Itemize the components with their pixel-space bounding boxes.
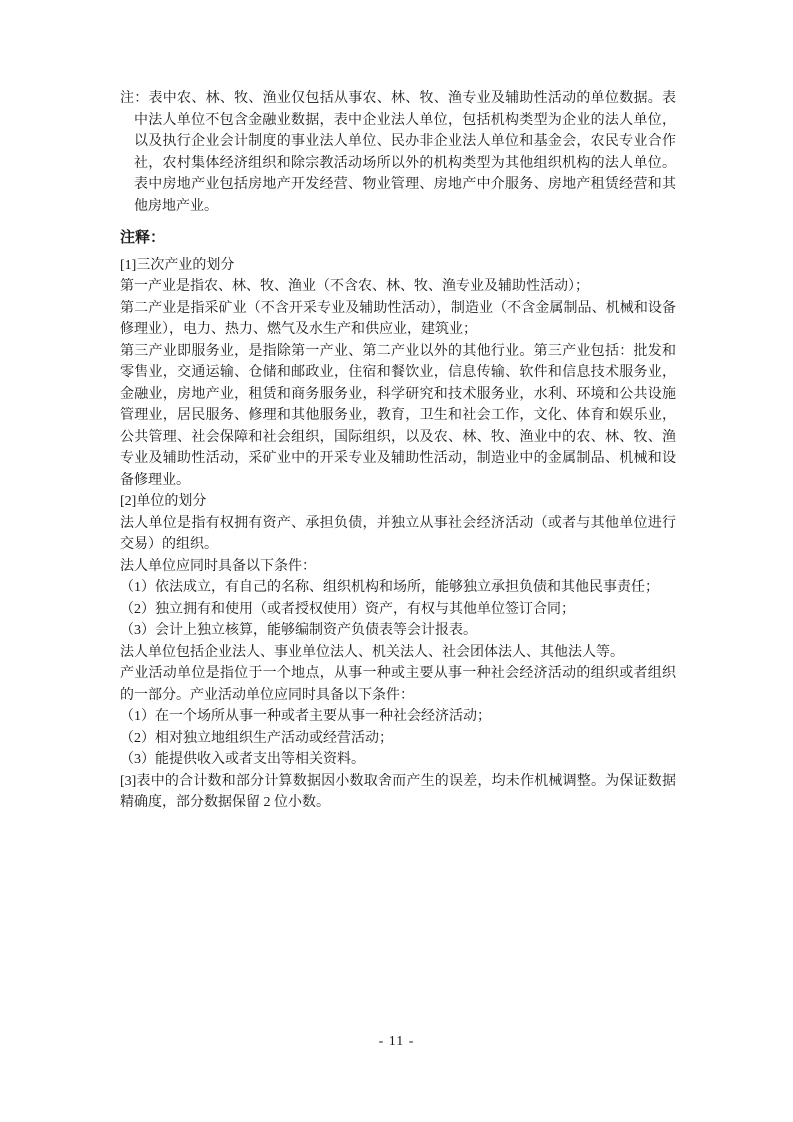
annotation-item-3: 第二产业是指采矿业（不含开采专业及辅助性活动），制造业（不含金属制品、机械和设备修理业），电力、热力、燃气及水生产和供应业，建筑业； — [120, 300, 676, 337]
annotations-heading: 注释： — [120, 230, 166, 246]
table-note-text: 表中农、林、牧、渔业仅包括从事农、林、牧、渔专业及辅助性活动的单位数据。表中法人单位不包含金融业数据，表中企业法人单位，包括机构类型为企业的法人单位，以及执行企业会计制度的事业法人单位、民办非企业法人单位和基金会，农民专业合作社，农村集体经济组织和除宗教活动场所以外的机构类型为其他组织机构的法人单位。表中房地产业包括房地产开发经营、物业管理、房地产中介服务、房地产租赁经营和其他房地产业。 — [134, 91, 677, 214]
annotation-item-9: （2）独立拥有和使用（或者授权使用）资产，有权与其他单位签订合同； — [120, 601, 575, 617]
annotation-item-6: 法人单位是指有权拥有资产、承担负债，并独立从事社会经济活动（或者与其他单位进行交易）的组织。 — [120, 515, 676, 552]
annotation-item-7: 法人单位应同时具备以下条件： — [120, 558, 316, 574]
annotation-item-2: 第一产业是指农、林、牧、渔业（不含农、林、牧、渔专业及辅助性活动）； — [120, 279, 589, 294]
annotation-item-5: [2]单位的划分 — [120, 494, 207, 509]
annotation-item-14: （2）相对独立地组织生产活动或经营活动； — [120, 730, 393, 746]
annotation-item-16: [3]表中的合计数和部分计算数据因小数取舍而产生的误差，均未作机械调整。为保证数据精确度，部分数据保留 2 位小数。 — [120, 773, 676, 810]
table-note — [120, 88, 676, 217]
page-number: - 11 - — [378, 1034, 415, 1049]
annotation-item-8: （1）依法成立，有自己的名称、组织机构和场所，能够独立承担负债和其他民事责任； — [120, 580, 659, 595]
annotation-item-4: 第三产业即服务业，是指除第一产业、第二产业以外的其他行业。第三产业包括：批发和零售业，交通运输、仓储和邮政业，住宿和餐饮业，信息传输、软件和信息技术服务业，金融业，房地产业，租赁和商务服务业，科学研究和技术服务业，水利、环境和公共设施管理业，居民服务、修理和其他服务业，教育，卫生和社会工作，文化、体育和娱乐业，公共管理、社会保障和社会组织，国际组织，以及农、林、牧、渔业中的农、林、牧、渔专业及辅助性活动，采矿业中的开采专业及辅助性活动，制造业中的金属制品、机械和设备修理业。 — [120, 343, 676, 488]
annotation-item-11: 法人单位包括企业法人、事业单位法人、机关法人、社会团体法人、其他法人等。 — [120, 644, 624, 660]
annotation-item-12: 产业活动单位是指位于一个地点，从事一种或主要从事一种社会经济活动的组织或者组织的一部分。产业活动单位应同时具备以下条件： — [120, 666, 676, 703]
annotation-item-15: （3）能提供收入或者支出等相关资料。 — [120, 752, 365, 767]
page-content — [120, 88, 676, 814]
annotation-item-13: （1）在一个场所从事一种或者主要从事一种社会经济活动； — [120, 709, 491, 724]
annotation-item-10: （3）会计上独立核算，能够编制资产负债表等会计报表。 — [120, 623, 477, 638]
annotation-item-1: [1]三次产业的划分 — [120, 257, 235, 273]
table-note-label: 注： — [120, 91, 149, 106]
